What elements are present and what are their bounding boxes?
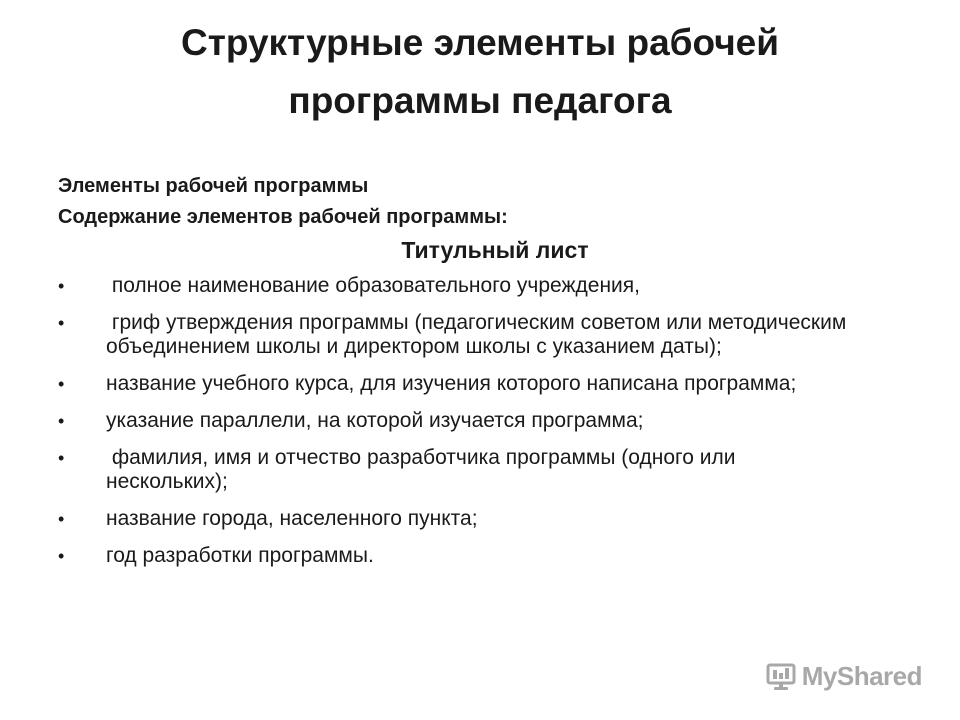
list-item-text: гриф утверждения программы (педагогическим советом или методическим объединением школы и директором школы с указанием даты);	[106, 311, 853, 358]
list-item-text: указание параллели, на которой изучается программа;	[106, 409, 644, 432]
bullet-dot: •	[58, 276, 65, 296]
presentation-screen-icon	[766, 663, 796, 691]
slide-title	[0, 14, 960, 130]
list-item	[58, 507, 858, 531]
list-item	[58, 446, 858, 494]
list-item	[58, 274, 858, 298]
watermark[interactable]	[766, 661, 922, 692]
list-item-text: полное наименование образовательного учреждения,	[106, 274, 640, 297]
list-item-text: фамилия, имя и отчество разработчика программы (одного или нескольких);	[106, 446, 742, 493]
list-item	[58, 409, 858, 433]
list-item	[58, 372, 858, 396]
watermark-text: MyShared	[801, 661, 922, 691]
subheading-content: Содержание элементов рабочей программы:	[58, 206, 508, 228]
bullet-dot: •	[58, 374, 65, 394]
bullet-dot: •	[58, 411, 65, 431]
slide-title-line-2: программы педагога	[288, 80, 672, 121]
bullet-list	[58, 274, 858, 581]
list-item-text: год разработки программы.	[106, 544, 374, 567]
bullet-dot: •	[58, 546, 65, 566]
section-heading-title-page: Титульный лист	[401, 237, 589, 263]
slide-title-line-1: Структурные элементы рабочей	[180, 22, 780, 63]
subheading-elements: Элементы рабочей программы	[58, 175, 369, 197]
list-item-text: название города, населенного пункта;	[106, 507, 478, 530]
bullet-dot: •	[58, 509, 65, 529]
bullet-dot: •	[58, 313, 65, 333]
list-item	[58, 311, 858, 359]
list-item-text: название учебного курса, для изучения которого написана программа;	[106, 372, 797, 395]
bullet-dot: •	[58, 448, 65, 468]
list-item	[58, 544, 858, 568]
